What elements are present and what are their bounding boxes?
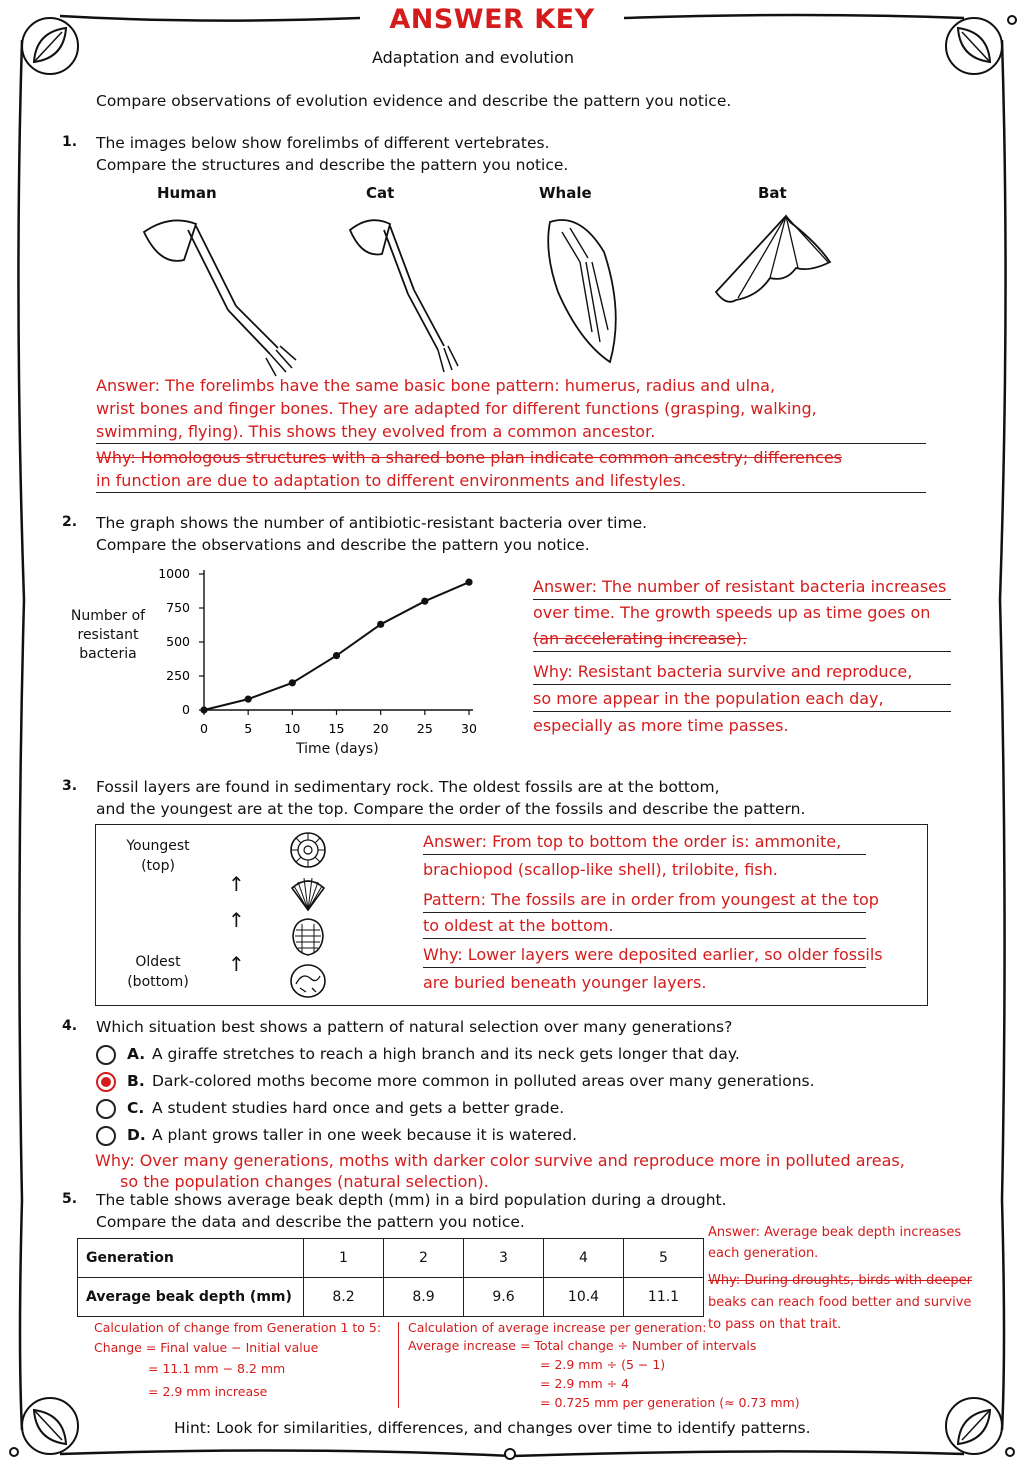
chart-ylabel-2: resistant <box>77 627 139 643</box>
option-a-text[interactable]: A giraffe stretches to reach a high branch and its neck gets longer that day. <box>152 1045 740 1063</box>
option-b-text[interactable]: Dark-colored moths become more common in polluted areas over many generations. <box>152 1072 815 1090</box>
leaf-corner-icon <box>942 1394 1006 1458</box>
q5-side-line-3: Why: During droughts, birds with deeper <box>708 1273 973 1288</box>
data-point <box>289 679 296 686</box>
calc-left-line-2: Change = Final value − Initial value <box>94 1340 319 1355</box>
q3-pattern-line-1: Pattern: The fossils are in order from youngest at the top <box>423 890 879 909</box>
option-d-radio[interactable] <box>96 1126 116 1146</box>
data-point <box>465 579 472 586</box>
q2-number: 2. <box>62 514 78 530</box>
chart-ylabel-1: Number of <box>70 608 146 624</box>
calc-left-line-3: = 11.1 mm − 8.2 mm <box>148 1361 286 1376</box>
y-tick-label: 750 <box>166 600 190 615</box>
y-tick-label: 1000 <box>158 566 190 581</box>
q5-prompt-1: The table shows average beak depth (mm) in a bird population during a drought. <box>96 1191 727 1209</box>
hint-text: Hint: Look for similarities, differences, and changes over time to identify patterns. <box>174 1419 811 1437</box>
q2-prompt-1: The graph shows the number of antibiotic-resistant bacteria over time. <box>96 514 648 532</box>
q4-prompt: Which situation best shows a pattern of natural selection over many generations? <box>96 1018 733 1036</box>
x-tick-label: 20 <box>372 721 389 736</box>
y-tick-label: 250 <box>166 668 190 683</box>
animal-label-whale: Whale <box>539 184 592 202</box>
q3-prompt-2: and the youngest are at the top. Compare the order of the fossils and describe the pattern. <box>96 800 806 818</box>
calc-left-line-1: Calculation of change from Generation 1 to 5: <box>94 1320 382 1335</box>
option-b-radio[interactable] <box>96 1072 116 1092</box>
answer-rule <box>533 599 951 600</box>
option-a-radio[interactable] <box>96 1045 116 1065</box>
answer-rule <box>96 443 926 444</box>
q2-answer-line-3: (an accelerating increase). <box>533 629 748 648</box>
bacteria-line-chart <box>150 562 490 740</box>
table-row-label: Generation <box>78 1239 304 1278</box>
chart-ylabel-3: bacteria <box>79 646 137 662</box>
x-tick-label: 15 <box>328 721 345 736</box>
up-arrow-icon: ↑ <box>228 872 245 896</box>
q1-prompt-1: The images below show forelimbs of different vertebrates. <box>96 134 550 152</box>
q3-answer-line-2: brachiopod (scallop-like shell), trilobite, fish. <box>423 860 778 879</box>
q2-why-line-1: Why: Resistant bacteria survive and reproduce, <box>533 662 913 681</box>
answer-rule <box>533 684 951 685</box>
x-tick-label: 5 <box>244 721 253 736</box>
option-b-letter: B. <box>127 1072 145 1090</box>
q2-why-line-2: so more appear in the population each day, <box>533 689 884 708</box>
table-cell: 9.6 <box>464 1278 544 1317</box>
q1-why-line-2: in function are due to adaptation to different environments and lifestyles. <box>96 471 687 490</box>
q5-side-line-2: each generation. <box>708 1246 819 1261</box>
up-arrow-icon: ↑ <box>228 908 245 932</box>
calc-divider <box>398 1322 399 1408</box>
q4-number: 4. <box>62 1018 78 1034</box>
answer-rule <box>96 492 926 493</box>
answer-rule <box>423 854 866 855</box>
data-point <box>245 696 252 703</box>
scallop-shell-icon <box>288 874 328 914</box>
page-title: ANSWER KEY <box>389 4 595 35</box>
page-subtitle: Adaptation and evolution <box>371 48 575 67</box>
q1-number: 1. <box>62 134 78 150</box>
leaf-corner-icon <box>18 1394 82 1458</box>
q5-number: 5. <box>62 1191 78 1207</box>
youngest-label: Youngest <box>126 838 190 854</box>
human-forelimb-icon <box>140 210 300 380</box>
table-cell: 5 <box>624 1239 704 1278</box>
table-cell: 2 <box>384 1239 464 1278</box>
q4-why-line-1: Why: Over many generations, moths with darker color survive and reproduce more in polluted areas, <box>95 1151 905 1170</box>
q3-answer-line-1: Answer: From top to bottom the order is: ammonite, <box>423 832 842 851</box>
option-c-letter: C. <box>127 1099 145 1117</box>
q5-side-line-5: to pass on that trait. <box>708 1317 842 1332</box>
q5-side-line-1: Answer: Average beak depth increases <box>708 1225 962 1240</box>
option-d-text[interactable]: A plant grows taller in one week because it is watered. <box>152 1126 578 1144</box>
q4-why-line-2: so the population changes (natural selection). <box>120 1172 489 1191</box>
y-tick-label: 500 <box>166 634 190 649</box>
data-point <box>333 652 340 659</box>
calc-right-line-5: = 0.725 mm per generation (≈ 0.73 mm) <box>540 1395 800 1410</box>
x-tick-label: 10 <box>284 721 301 736</box>
table-row <box>78 1278 704 1317</box>
oldest-sub-label: (bottom) <box>127 974 189 990</box>
table-cell: 11.1 <box>624 1278 704 1317</box>
option-d-letter: D. <box>127 1126 146 1144</box>
fish-fossil-icon <box>288 962 328 1000</box>
series-line <box>204 582 469 710</box>
answer-rule <box>423 938 866 939</box>
trilobite-icon <box>288 916 328 958</box>
table-cell: 8.9 <box>384 1278 464 1317</box>
q3-why-line-2: are buried beneath younger layers. <box>423 973 707 992</box>
animal-label-bat: Bat <box>758 184 787 202</box>
q1-prompt-2: Compare the structures and describe the pattern you notice. <box>96 156 569 174</box>
y-tick-label: 0 <box>182 702 190 717</box>
q1-answer-line-3: swimming, flying). This shows they evolved from a common ancestor. <box>96 422 656 441</box>
answer-rule <box>423 967 866 968</box>
calc-left-line-4: = 2.9 mm increase <box>148 1384 268 1399</box>
q3-why-line-1: Why: Lower layers were deposited earlier, so older fossils <box>423 945 883 964</box>
youngest-sub-label: (top) <box>141 858 175 874</box>
x-tick-label: 0 <box>200 721 208 736</box>
data-point <box>377 621 384 628</box>
x-tick-label: 25 <box>416 721 433 736</box>
bat-wing-icon <box>706 212 836 312</box>
q1-why-line-1: Why: Homologous structures with a shared bone plan indicate common ancestry; differences <box>96 448 843 467</box>
x-tick-label: 30 <box>461 721 477 736</box>
option-c-text[interactable]: A student studies hard once and gets a better grade. <box>152 1099 565 1117</box>
intro-text: Compare observations of evolution evidence and describe the pattern you notice. <box>96 92 732 110</box>
q1-answer-line-2: wrist bones and finger bones. They are adapted for different functions (grasping, walking, <box>96 399 817 418</box>
q1-answer-line-1: Answer: The forelimbs have the same basic bone pattern: humerus, radius and ulna, <box>96 376 776 395</box>
table-row-label: Average beak depth (mm) <box>78 1278 304 1317</box>
q2-answer-line-2: over time. The growth speeds up as time goes on <box>533 603 931 622</box>
up-arrow-icon: ↑ <box>228 952 245 976</box>
table-cell: 8.2 <box>304 1278 384 1317</box>
option-c-radio[interactable] <box>96 1099 116 1119</box>
calc-right-line-3: = 2.9 mm ÷ (5 − 1) <box>540 1357 666 1372</box>
q3-prompt-1: Fossil layers are found in sedimentary rock. The oldest fossils are at the bottom, <box>96 778 720 796</box>
table-cell: 10.4 <box>544 1278 624 1317</box>
oldest-label: Oldest <box>135 954 181 970</box>
animal-label-cat: Cat <box>366 184 395 202</box>
data-point <box>421 598 428 605</box>
q3-number: 3. <box>62 778 78 794</box>
q2-prompt-2: Compare the observations and describe the pattern you notice. <box>96 536 590 554</box>
q2-why-line-3: especially as more time passes. <box>533 716 789 735</box>
calc-right-line-4: = 2.9 mm ÷ 4 <box>540 1376 630 1391</box>
answer-rule <box>533 711 951 712</box>
cat-forelimb-icon <box>346 210 466 380</box>
table-cell: 3 <box>464 1239 544 1278</box>
chart-xlabel: Time (days) <box>296 741 379 757</box>
option-a-letter: A. <box>127 1045 146 1063</box>
ammonite-icon <box>288 830 328 870</box>
beak-depth-table <box>77 1238 704 1317</box>
q5-side-line-4: beaks can reach food better and survive <box>708 1295 972 1310</box>
calc-right-line-2: Average increase = Total change ÷ Number of intervals <box>408 1338 757 1353</box>
data-point <box>200 706 207 713</box>
table-cell: 1 <box>304 1239 384 1278</box>
table-row <box>78 1239 704 1278</box>
answer-rule <box>423 912 866 913</box>
whale-flipper-icon <box>540 212 630 372</box>
table-cell: 4 <box>544 1239 624 1278</box>
q5-prompt-2: Compare the data and describe the pattern you notice. <box>96 1213 525 1231</box>
answer-rule <box>533 651 951 652</box>
q3-pattern-line-2: to oldest at the bottom. <box>423 916 614 935</box>
q2-answer-line-1: Answer: The number of resistant bacteria increases <box>533 577 947 596</box>
calc-right-line-1: Calculation of average increase per generation: <box>408 1320 707 1335</box>
animal-label-human: Human <box>157 184 217 202</box>
